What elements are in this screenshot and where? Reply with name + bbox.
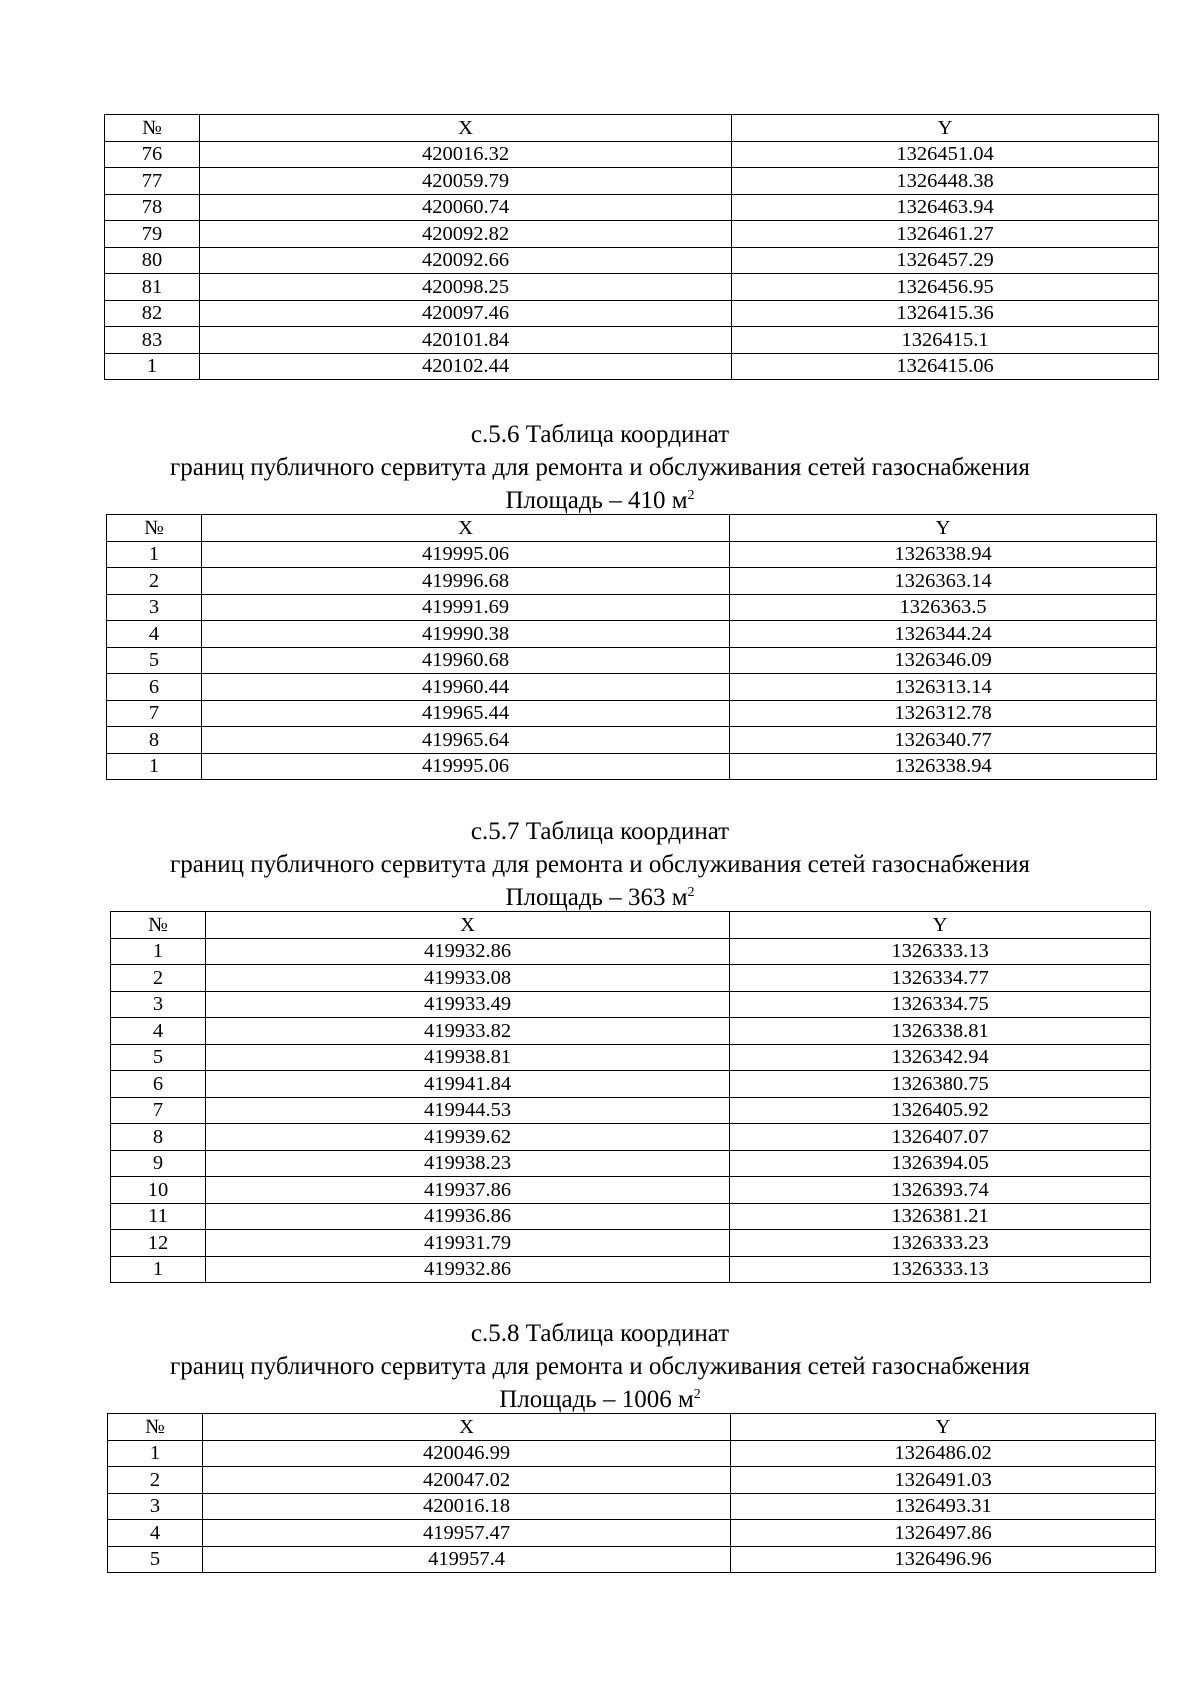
table-row [108,1493,1156,1520]
cell-y: 1326313.14 [730,674,1157,701]
table-body [111,912,1151,1283]
table-row [105,327,1159,354]
table-row [105,353,1159,380]
table-row [108,1520,1156,1547]
cell-x: 420092.66 [200,247,732,274]
table-row [111,1150,1151,1177]
header-cell-number: № [107,515,202,542]
cell-y: 1326333.13 [730,1256,1151,1283]
cell-x: 419990.38 [202,621,730,648]
table-row [108,1546,1156,1573]
cell-y: 1326486.02 [731,1440,1156,1467]
table-row [111,938,1151,965]
cell-y: 1326496.96 [731,1546,1156,1573]
caption-area [0,1383,1200,1416]
table-row [111,1097,1151,1124]
caption-area [0,484,1200,517]
cell-point-number: 1 [105,353,200,380]
cell-point-number: 8 [107,727,202,754]
table-header-row [107,515,1157,542]
header-cell-number: № [105,115,200,142]
cell-point-number: 76 [105,141,200,168]
cell-point-number: 10 [111,1177,206,1204]
cell-y: 1326363.14 [730,568,1157,595]
cell-x: 420097.46 [200,300,732,327]
table-row [107,647,1157,674]
cell-x: 420016.32 [200,141,732,168]
cell-point-number: 5 [108,1546,203,1573]
cell-point-number: 82 [105,300,200,327]
cell-x: 419995.06 [202,541,730,568]
table-body [105,115,1159,380]
table-row [108,1440,1156,1467]
cell-y: 1326338.94 [730,753,1157,780]
cell-y: 1326497.86 [731,1520,1156,1547]
table-row [111,1203,1151,1230]
cell-x: 419991.69 [202,594,730,621]
cell-point-number: 2 [108,1467,203,1494]
cell-point-number: 83 [105,327,200,354]
cell-y: 1326461.27 [732,221,1159,248]
cell-y: 1326405.92 [730,1097,1151,1124]
area-superscript: 2 [687,885,695,900]
table-row [107,674,1157,701]
cell-y: 1326448.38 [732,168,1159,195]
area-text: Площадь – 410 м [505,487,688,514]
cell-x: 419996.68 [202,568,730,595]
cell-x: 419960.68 [202,647,730,674]
cell-y: 1326363.5 [730,594,1157,621]
cell-y: 1326415.36 [732,300,1159,327]
cell-y: 1326415.06 [732,353,1159,380]
caption-title: с.5.7 Таблица координат [470,818,730,845]
cell-x: 419938.81 [206,1044,730,1071]
cell-point-number: 6 [111,1071,206,1098]
cell-point-number: 78 [105,194,200,221]
cell-x: 419931.79 [206,1230,730,1257]
area-text: Площадь – 363 м [505,884,688,911]
cell-point-number: 5 [107,647,202,674]
table-row [105,274,1159,301]
cell-point-number: 12 [111,1230,206,1257]
cell-y: 1326333.13 [730,938,1151,965]
header-cell-y: Y [731,1414,1156,1441]
cell-x: 419939.62 [206,1124,730,1151]
caption-title: с.5.6 Таблица координат [470,421,730,448]
cell-x: 419932.86 [206,938,730,965]
cell-y: 1326407.07 [730,1124,1151,1151]
cell-x: 420092.82 [200,221,732,248]
coordinates-table-5-6 [106,514,1157,780]
header-cell-x: X [200,115,732,142]
cell-point-number: 80 [105,247,200,274]
cell-y: 1326463.94 [732,194,1159,221]
coordinates-table-5-8 [107,1413,1156,1573]
cell-x: 419937.86 [206,1177,730,1204]
cell-point-number: 1 [111,938,206,965]
cell-y: 1326338.81 [730,1018,1151,1045]
header-cell-y: Y [732,115,1159,142]
cell-point-number: 1 [108,1440,203,1467]
table-row [111,1230,1151,1257]
area-superscript: 2 [693,1387,701,1402]
coordinates-table-continued [104,114,1159,380]
cell-x: 419933.49 [206,991,730,1018]
cell-point-number: 3 [107,594,202,621]
cell-point-number: 2 [111,965,206,992]
table-row [105,141,1159,168]
cell-x: 419944.53 [206,1097,730,1124]
cell-point-number: 2 [107,568,202,595]
table-body [107,515,1157,780]
table-caption-5-6 [0,418,1200,517]
cell-point-number: 3 [108,1493,203,1520]
cell-y: 1326393.74 [730,1177,1151,1204]
table-row [107,727,1157,754]
cell-point-number: 11 [111,1203,206,1230]
table-header-row [105,115,1159,142]
table-header-row [111,912,1151,939]
cell-y: 1326451.04 [732,141,1159,168]
cell-x: 419960.44 [202,674,730,701]
header-cell-number: № [111,912,206,939]
cell-y: 1326340.77 [730,727,1157,754]
cell-point-number: 81 [105,274,200,301]
cell-point-number: 4 [111,1018,206,1045]
cell-x: 420016.18 [203,1493,731,1520]
table-row [111,1044,1151,1071]
table-caption-5-7 [0,815,1200,914]
cell-x: 419957.4 [203,1546,731,1573]
cell-point-number: 7 [111,1097,206,1124]
cell-y: 1326342.94 [730,1044,1151,1071]
cell-point-number: 1 [107,541,202,568]
table-row [105,221,1159,248]
area-text: Площадь – 1006 м [499,1386,694,1413]
cell-x: 419936.86 [206,1203,730,1230]
cell-y: 1326344.24 [730,621,1157,648]
caption-area [0,881,1200,914]
table-row [107,594,1157,621]
cell-y: 1326334.77 [730,965,1151,992]
cell-y: 1326338.94 [730,541,1157,568]
caption-subtitle: границ публичного сервитута для ремонта и обслуживания сетей газоснабжения [170,851,1030,878]
cell-point-number: 1 [107,753,202,780]
cell-x: 419957.47 [203,1520,731,1547]
cell-point-number: 4 [107,621,202,648]
cell-point-number: 4 [108,1520,203,1547]
cell-x: 420101.84 [200,327,732,354]
table-row [107,568,1157,595]
cell-x: 419995.06 [202,753,730,780]
cell-point-number: 1 [111,1256,206,1283]
header-cell-y: Y [730,912,1151,939]
cell-y: 1326415.1 [732,327,1159,354]
caption-title: с.5.8 Таблица координат [470,1320,730,1347]
cell-x: 420060.74 [200,194,732,221]
cell-x: 419933.08 [206,965,730,992]
area-superscript: 2 [687,488,695,503]
table-row [111,1124,1151,1151]
cell-point-number: 79 [105,221,200,248]
header-cell-number: № [108,1414,203,1441]
table-row [105,247,1159,274]
cell-y: 1326333.23 [730,1230,1151,1257]
table-header-row [108,1414,1156,1441]
table-body [108,1414,1156,1573]
header-cell-x: X [203,1414,731,1441]
cell-x: 419941.84 [206,1071,730,1098]
header-cell-x: X [202,515,730,542]
table-row [111,1018,1151,1045]
caption-subtitle: границ публичного сервитута для ремонта и обслуживания сетей газоснабжения [170,454,1030,481]
cell-x: 419965.44 [202,700,730,727]
cell-x: 420046.99 [203,1440,731,1467]
cell-y: 1326493.31 [731,1493,1156,1520]
table-row [105,168,1159,195]
table-row [107,700,1157,727]
cell-point-number: 7 [107,700,202,727]
cell-y: 1326334.75 [730,991,1151,1018]
table-row [108,1467,1156,1494]
table-row [105,194,1159,221]
cell-y: 1326380.75 [730,1071,1151,1098]
table-row [111,1177,1151,1204]
cell-y: 1326491.03 [731,1467,1156,1494]
cell-x: 420102.44 [200,353,732,380]
cell-y: 1326394.05 [730,1150,1151,1177]
cell-point-number: 9 [111,1150,206,1177]
table-caption-5-8 [0,1317,1200,1416]
cell-point-number: 77 [105,168,200,195]
cell-x: 420098.25 [200,274,732,301]
coordinates-table-5-7 [110,911,1151,1283]
cell-y: 1326346.09 [730,647,1157,674]
cell-x: 419932.86 [206,1256,730,1283]
cell-point-number: 6 [107,674,202,701]
cell-y: 1326457.29 [732,247,1159,274]
table-row [111,1256,1151,1283]
cell-y: 1326312.78 [730,700,1157,727]
cell-point-number: 8 [111,1124,206,1151]
table-row [111,1071,1151,1098]
cell-y: 1326381.21 [730,1203,1151,1230]
cell-point-number: 5 [111,1044,206,1071]
header-cell-x: X [206,912,730,939]
table-row [107,753,1157,780]
table-row [107,621,1157,648]
cell-point-number: 3 [111,991,206,1018]
cell-x: 419965.64 [202,727,730,754]
table-row [111,965,1151,992]
caption-subtitle: границ публичного сервитута для ремонта и обслуживания сетей газоснабжения [170,1353,1030,1380]
table-row [105,300,1159,327]
cell-x: 420059.79 [200,168,732,195]
cell-x: 419938.23 [206,1150,730,1177]
table-row [111,991,1151,1018]
cell-x: 420047.02 [203,1467,731,1494]
header-cell-y: Y [730,515,1157,542]
table-row [107,541,1157,568]
cell-x: 419933.82 [206,1018,730,1045]
cell-y: 1326456.95 [732,274,1159,301]
